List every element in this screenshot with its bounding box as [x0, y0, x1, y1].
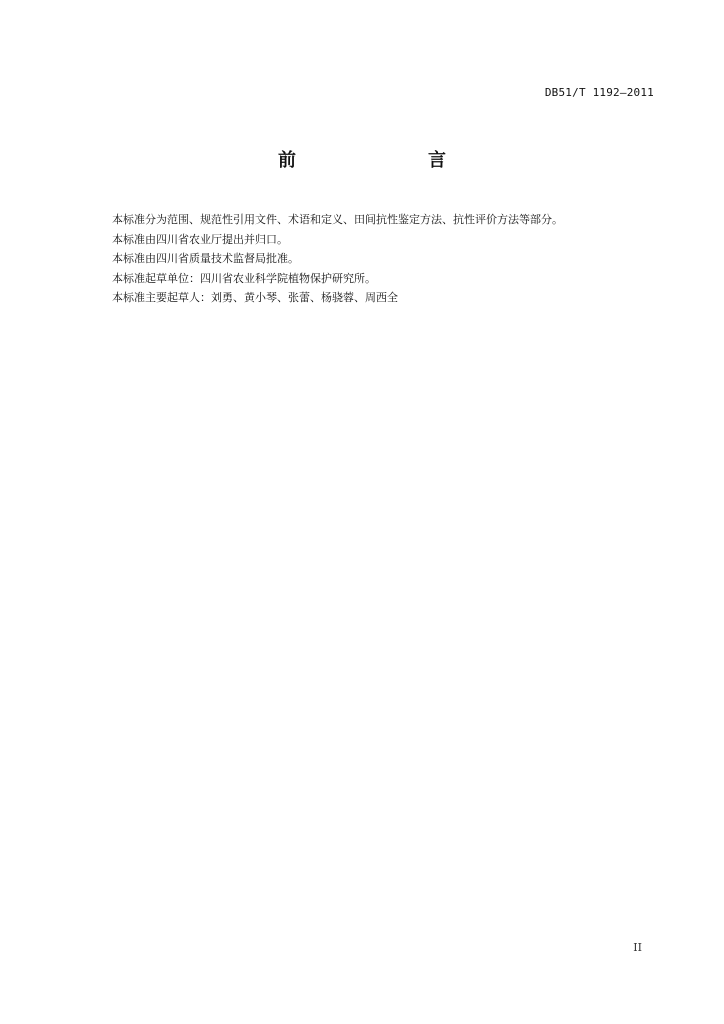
standard-code: DB51/T 1192—2011 — [544, 86, 654, 99]
paragraph-drafters: 本标准主要起草人：刘勇、黄小琴、张蕾、杨骁蓉、周西全 — [112, 291, 398, 304]
page-number: II — [633, 941, 642, 954]
page-title: 前 言 — [278, 150, 478, 171]
paragraph-scope: 本标准分为范围、规范性引用文件、术语和定义、田间抗性鉴定方法、抗性评价方法等部分。 — [112, 213, 563, 226]
paragraph-proposer: 本标准由四川省农业厅提出并归口。 — [112, 232, 288, 246]
paragraph-approver: 本标准由四川省质量技术监督局批准。 — [112, 252, 299, 265]
paragraph-drafting-unit: 本标准起草单位：四川省农业科学院植物保护研究所。 — [112, 271, 376, 285]
foreword-body — [112, 210, 672, 308]
